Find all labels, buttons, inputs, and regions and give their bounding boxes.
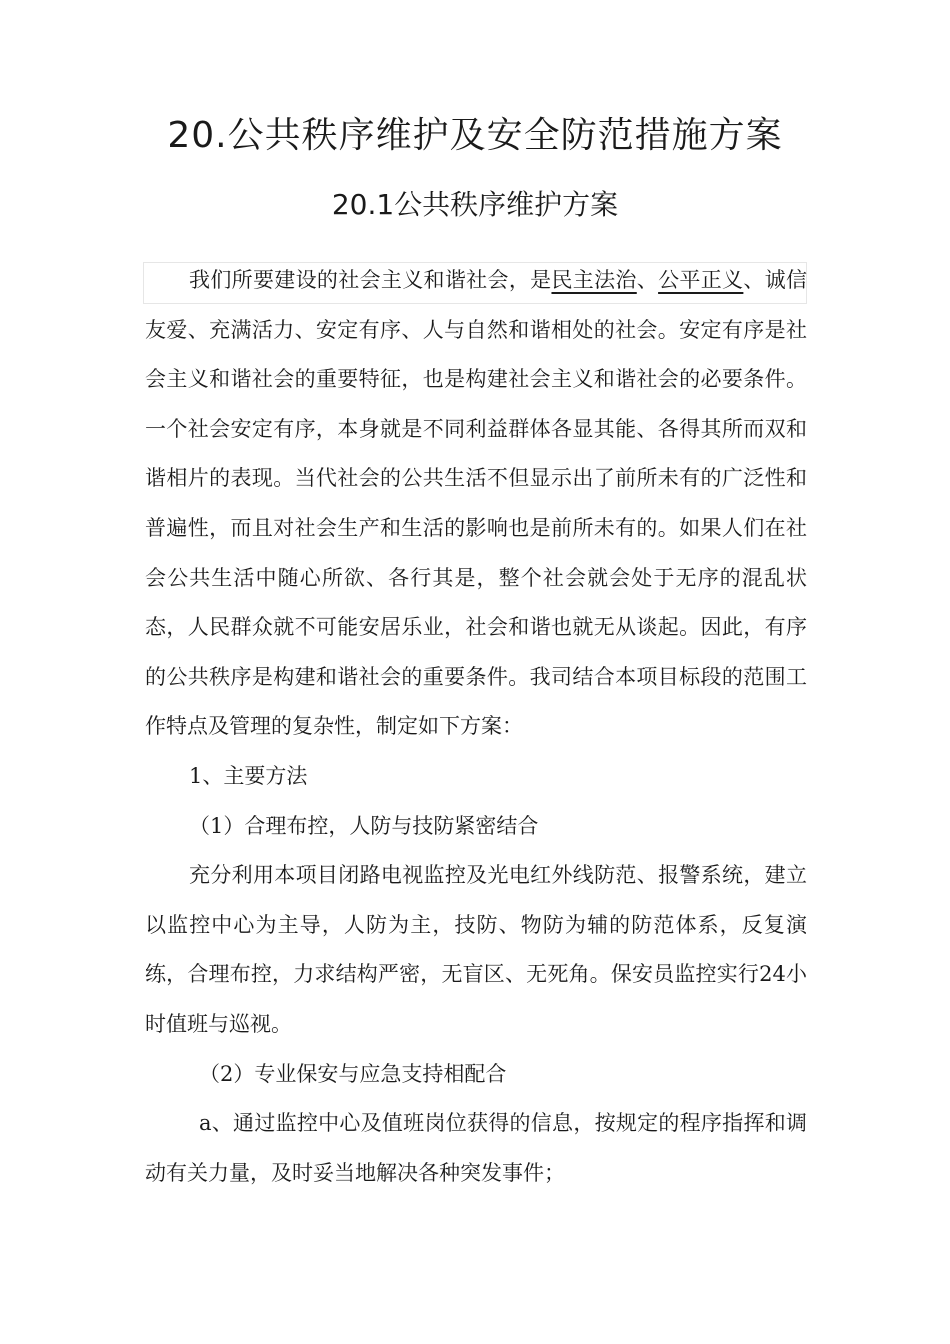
document-body xyxy=(145,256,807,1198)
fairness-justice-link[interactable]: 公平正义 xyxy=(658,268,744,292)
democracy-rule-of-law-link[interactable]: 民主法治 xyxy=(551,268,637,292)
item-heading-2: （2）专业保安与应急支持相配合 xyxy=(199,1061,507,1086)
item-body-2a: a、通过监控中心及值班岗位获得的信息，按规定的程序指挥和调动有关力量，及时妥当地解决各种突发事件； xyxy=(145,1111,807,1185)
item-body-1: 充分利用本项目闭路电视监控及光电红外线防范、报警系统，建立以监控中心为主导，人防为主，技防、物防为辅的防范体系，反复演练，合理布控，力求结构严密，无盲区、无死角。保安员监控实行24小时值班与巡视。 xyxy=(145,863,807,1036)
intro-rest-text: 、诚信友爱、充满活力、安定有序、人与自然和谐相处的社会。安定有序是社会主义和谐社会的重要特征，也是构建社会主义和谐社会的必要条件。一个社会安定有序，本身就是不同利益群体各显其能、各得其所而双和谐相片的表现。当代社会的公共生活不但显示出了前所未有的广泛性和普遍性，而且对社会生产和生活的影响也是前所未有的。如果人们在社会公共生活中随心所欲、各行其是，整个社会就会处于无序的混乱状态，人民群众就不可能安居乐业，社会和谐也就无从谈起。因此，有序的公共秩序是构建和谐社会的重要条件。我司结合本项目标段的范围工作特点及管理的复杂性，制定如下方案： xyxy=(145,268,808,739)
item-heading-1: （1）合理布控，人防与技防紧密结合 xyxy=(189,813,539,838)
section-heading-main-methods: 1、主要方法 xyxy=(189,763,308,788)
section-subtitle: 20.1公共秩序维护方案 xyxy=(331,188,619,221)
intro-separator: 、 xyxy=(636,268,659,292)
document-title: 20.公共秩序维护及安全防范措施方案 xyxy=(167,115,783,156)
intro-lead-text: 我们所要建设的社会主义和谐社会，是 xyxy=(189,268,552,292)
intro-paragraph xyxy=(145,256,807,752)
